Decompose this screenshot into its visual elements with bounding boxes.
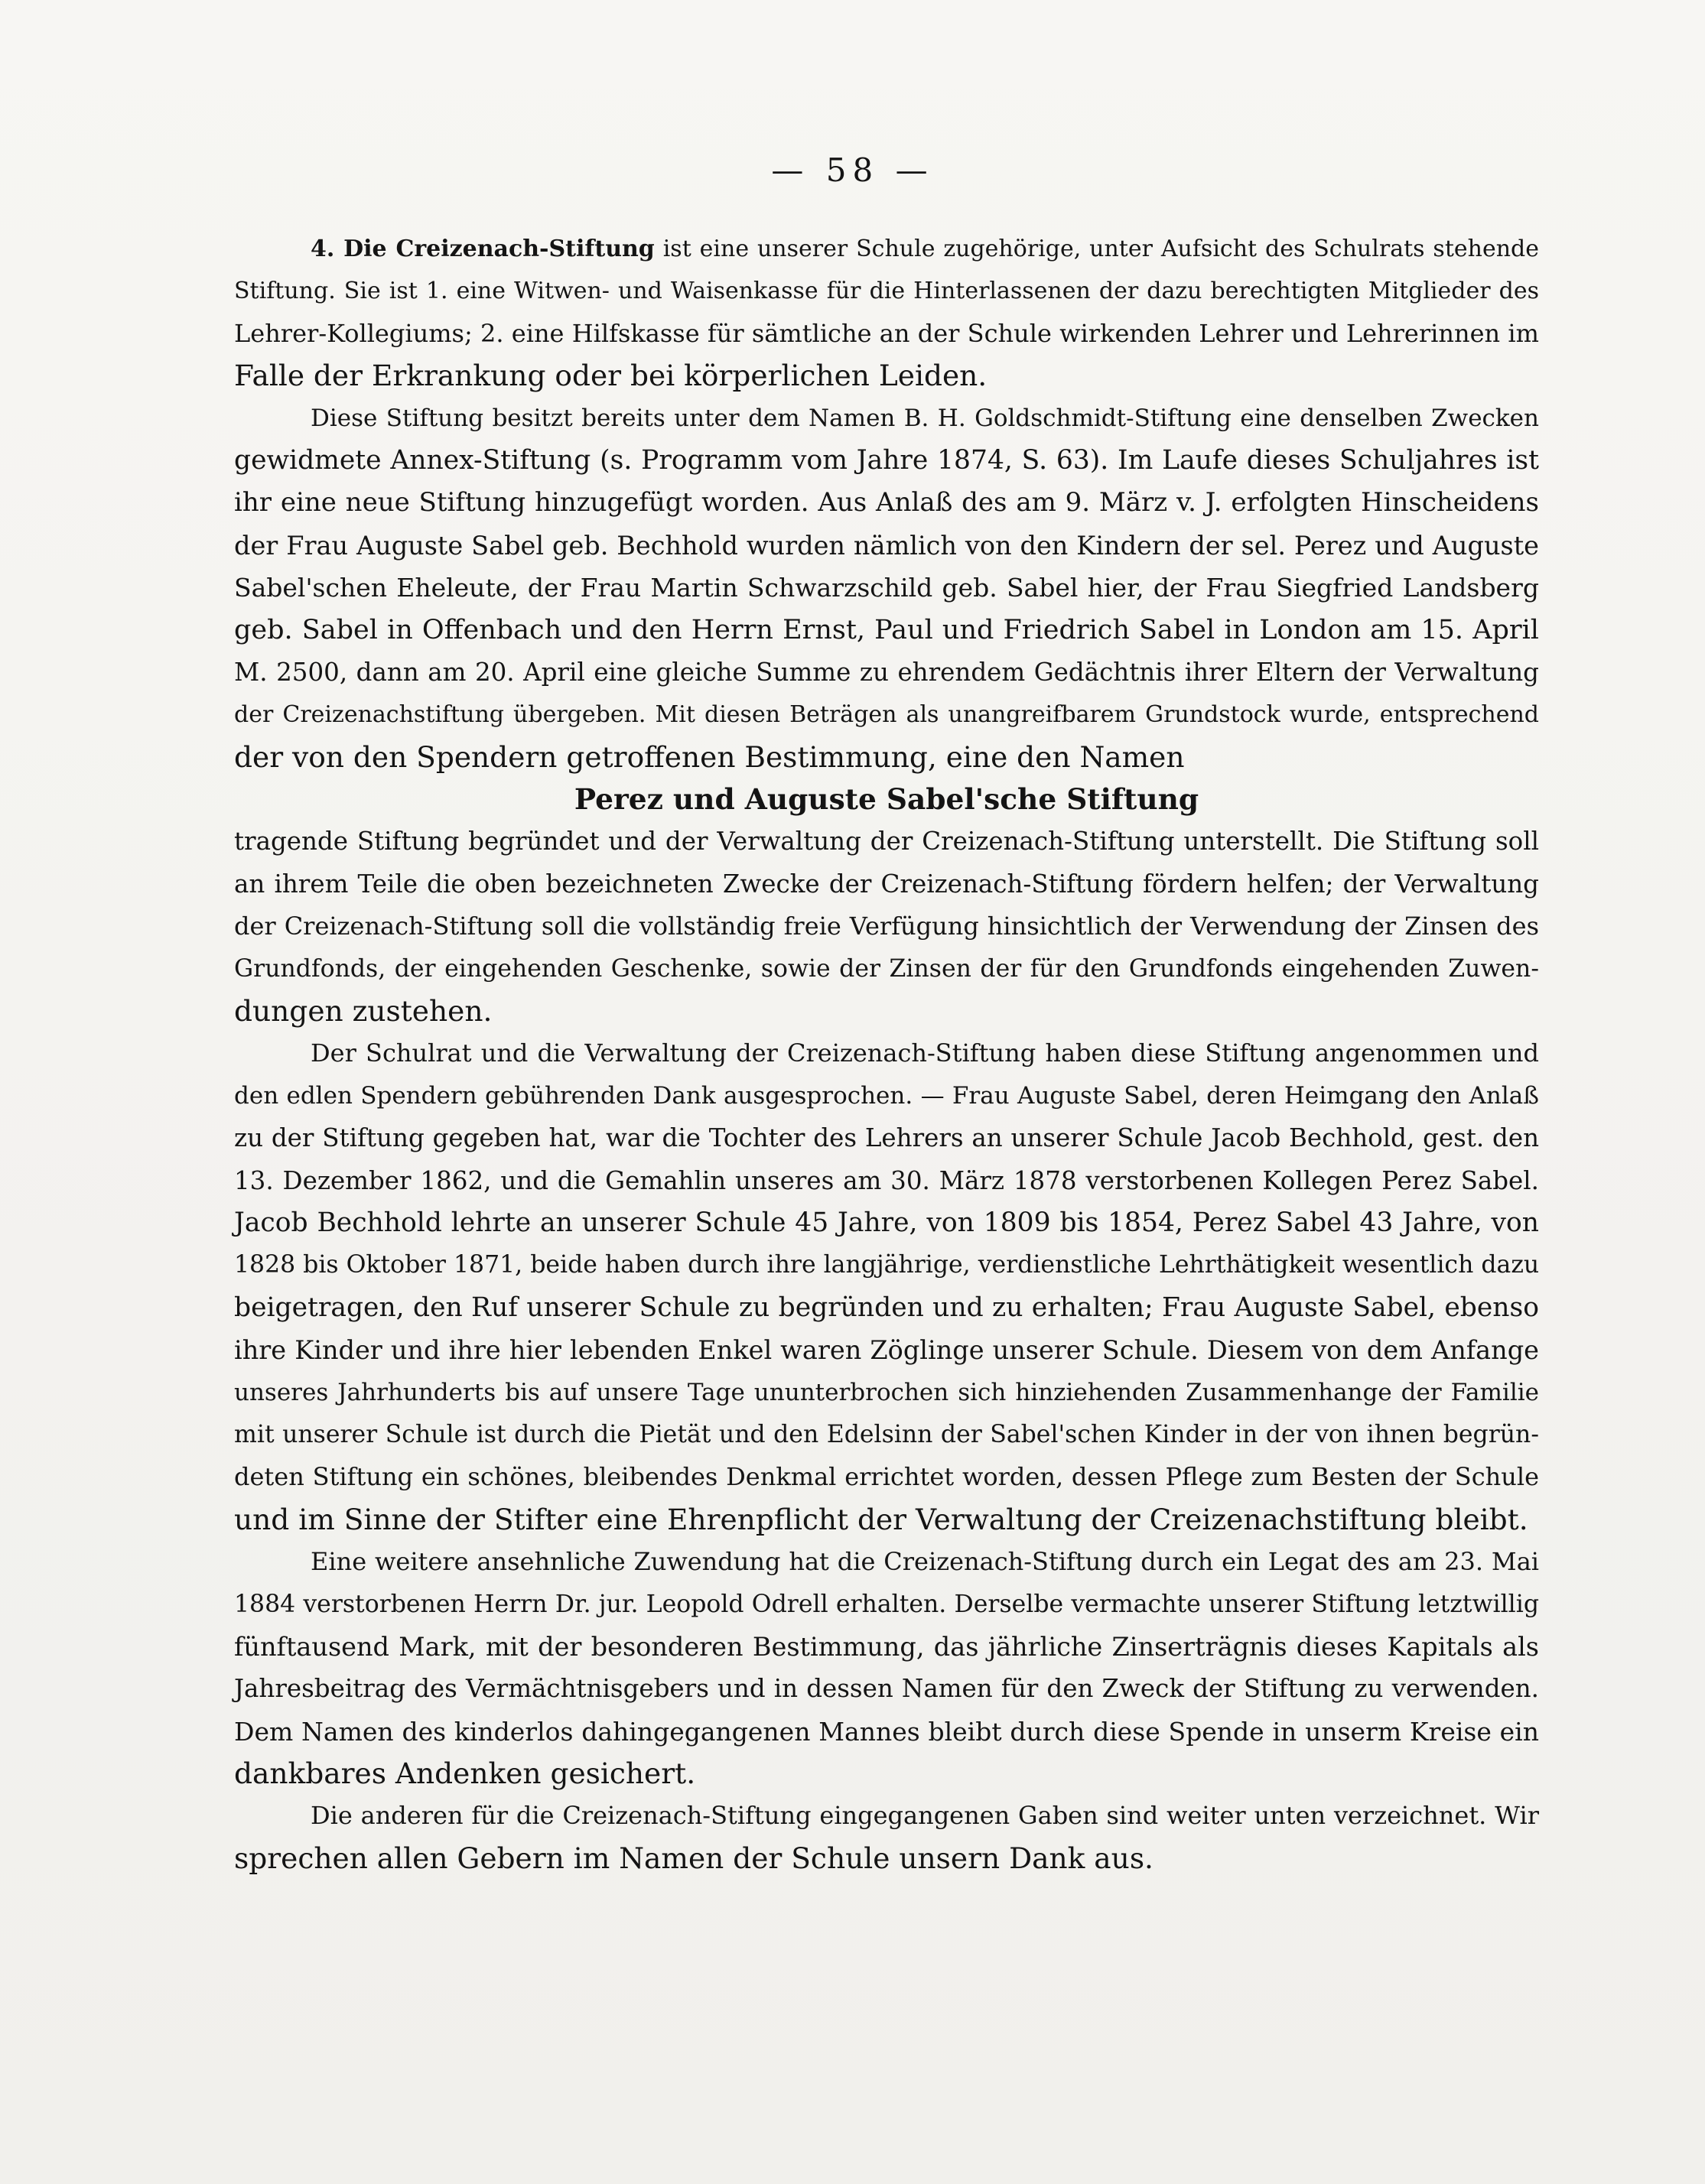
paragraph-3-line-5: dungen zustehen. (234, 994, 493, 1029)
paragraph-1-line-4: Falle der Erkrankung oder bei körperlichen Leiden. (234, 359, 988, 393)
paragraph-4-line-3: zu der Stiftung gegeben hat, war die Tochter des Lehrers an unserer Schule Jacob Bechhold, gest. den (234, 1123, 1539, 1153)
paragraph-2-line-1: Diese Stiftung besitzt bereits unter dem Namen B. H. Goldschmidt-Stiftung eine denselben Zwecken (311, 404, 1539, 432)
paragraph-5-line-2: 1884 verstorbenen Herrn Dr. jur. Leopold Odrell erhalten. Derselbe vermachte unserer Stiftung letztwillig (234, 1590, 1539, 1618)
paragraph-3-line-2: an ihrem Teile die oben bezeichneten Zwecke der Creizenach-Stiftung fördern helfen; der Verwaltung (234, 869, 1539, 899)
paragraph-5-line-6: dankbares Andenken gesichert. (234, 1757, 696, 1791)
paragraph-4-line-11: deten Stiftung ein schönes, bleibendes Denkmal errichtet worden, dessen Pflege zum Besten der Schule (234, 1462, 1539, 1492)
paragraph-4-line-5: Jacob Bechhold lehrte an unserer Schule 45 Jahre, von 1809 bis 1854, Perez Sabel 43 Jahre, von (234, 1207, 1539, 1238)
paragraph-2-line-3: ihr eine neue Stiftung hinzugefügt worden. Aus Anlaß des am 9. März v. J. erfolgten Hinscheidens (234, 487, 1539, 518)
paragraph-4-line-9: unseres Jahrhunderts bis auf unsere Tage ununterbrochen sich hinziehenden Zusammenhange der Familie (234, 1378, 1539, 1406)
paragraph-5-line-1: Eine weitere ansehnliche Zuwendung hat die Creizenach-Stiftung durch ein Legat des am 23. Mai (311, 1547, 1539, 1577)
line-text: ist eine unserer Schule zugehörige, unter Aufsicht des Schulrats stehende (654, 236, 1539, 262)
page-number: — 58 — (771, 151, 934, 189)
paragraph-4-line-10: mit unserer Schule ist durch die Pietät und den Edelsinn der Sabel'schen Kinder in der von ihnen begrün- (234, 1420, 1539, 1448)
foundation-heading: Perez und Auguste Sabel'sche Stiftung (574, 782, 1199, 817)
paragraph-5-line-4: Jahresbeitrag des Vermächtnisgebers und in dessen Namen für den Zweck der Stiftung zu verwenden. (234, 1674, 1539, 1704)
paragraph-4-line-8: ihre Kinder und ihre hier lebenden Enkel waren Zöglinge unserer Schule. Diesem von dem Anfange (234, 1335, 1539, 1366)
paragraph-3-line-3: der Creizenach-Stiftung soll die vollständig freie Verfügung hinsichtlich der Verwendung der Zinsen des (234, 912, 1539, 941)
paragraph-2-line-9: der von den Spendern getroffenen Bestimmung, eine den Namen (234, 739, 1185, 774)
paragraph-1-line-3: Lehrer-Kollegiums; 2. eine Hilfskasse für sämtliche an der Schule wirkenden Lehrer und Lehrerinnen im (234, 318, 1539, 348)
paragraph-3-line-1: tragende Stiftung begründet und der Verwaltung der Creizenach-Stiftung unterstellt. Die Stiftung soll (234, 827, 1539, 856)
paragraph-5-line-3: fünftausend Mark, mit der besonderen Bestimmung, das jährliche Zinserträgnis dieses Kapitals als (234, 1631, 1539, 1662)
paragraph-2-line-4: der Frau Auguste Sabel geb. Bechhold wurden nämlich von den Kindern der sel. Perez und Auguste (234, 530, 1539, 561)
paragraph-1-line-1 (234, 228, 1539, 270)
body-text (234, 228, 1539, 1880)
paragraph-2-line-7: M. 2500, dann am 20. April eine gleiche Summe zu ehrendem Gedächtnis ihrer Eltern der Verwaltung (234, 657, 1539, 687)
paragraph-4-line-1: Der Schulrat und die Verwaltung der Creizenach-Stiftung haben diese Stiftung angenommen und (311, 1038, 1539, 1068)
paragraph-4-line-4: 13. Dezember 1862, und die Gemahlin unseres am 30. März 1878 verstorbenen Kollegen Perez Sabel. (234, 1165, 1539, 1195)
paragraph-2-line-8: der Creizenachstiftung übergeben. Mit diesen Beträgen als unangreifbarem Grundstock wurde, entsprechend (234, 701, 1539, 729)
paragraph-1-line-2: Stiftung. Sie ist 1. eine Witwen- und Waisenkasse für die Hinterlassenen der dazu berechtigten Mitglieder des (234, 278, 1539, 305)
paragraph-2-line-6: geb. Sabel in Offenbach und den Herrn Ernst, Paul und Friedrich Sabel in London am 15. April (234, 614, 1539, 645)
paragraph-2-line-2: gewidmete Annex-Stiftung (s. Programm vom Jahre 1874, S. 63). Im Laufe dieses Schuljahres ist (234, 444, 1539, 476)
paragraph-4-line-7: beigetragen, den Ruf unserer Schule zu begründen und zu erhalten; Frau Auguste Sabel, ebenso (234, 1292, 1539, 1323)
paragraph-6-line-1: Die anderen für die Creizenach-Stiftung eingegangenen Gaben sind weiter unten verzeichnet. Wir (311, 1801, 1539, 1831)
paragraph-4-line-2: den edlen Spendern gebührenden Dank ausgesprochen. — Frau Auguste Sabel, deren Heimgang den Anlaß (234, 1081, 1539, 1110)
paragraph-3-line-4: Grundfonds, der eingehenden Geschenke, sowie der Zinsen der für den Grundfonds eingehenden Zuwen- (234, 954, 1539, 983)
paragraph-6-line-2: sprechen allen Gebern im Namen der Schule unsern Dank aus. (234, 1841, 1153, 1875)
section-title: 4. Die Creizenach-Stiftung (311, 236, 655, 262)
paragraph-4-line-6: 1828 bis Oktober 1871, beide haben durch ihre langjährige, verdienstliche Lehrthätigkeit wesentlich dazu (234, 1251, 1540, 1279)
paragraph-4-line-12: und im Sinne der Stifter eine Ehrenpflicht der Verwaltung der Creizenachstiftung bleibt. (234, 1502, 1528, 1536)
paragraph-2-line-5: Sabel'schen Eheleute, der Frau Martin Schwarzschild geb. Sabel hier, der Frau Siegfried Landsberg (234, 573, 1539, 603)
paragraph-5-line-5: Dem Namen des kinderlos dahingegangenen Mannes bleibt durch diese Spende in unserm Kreise ein (234, 1716, 1539, 1747)
